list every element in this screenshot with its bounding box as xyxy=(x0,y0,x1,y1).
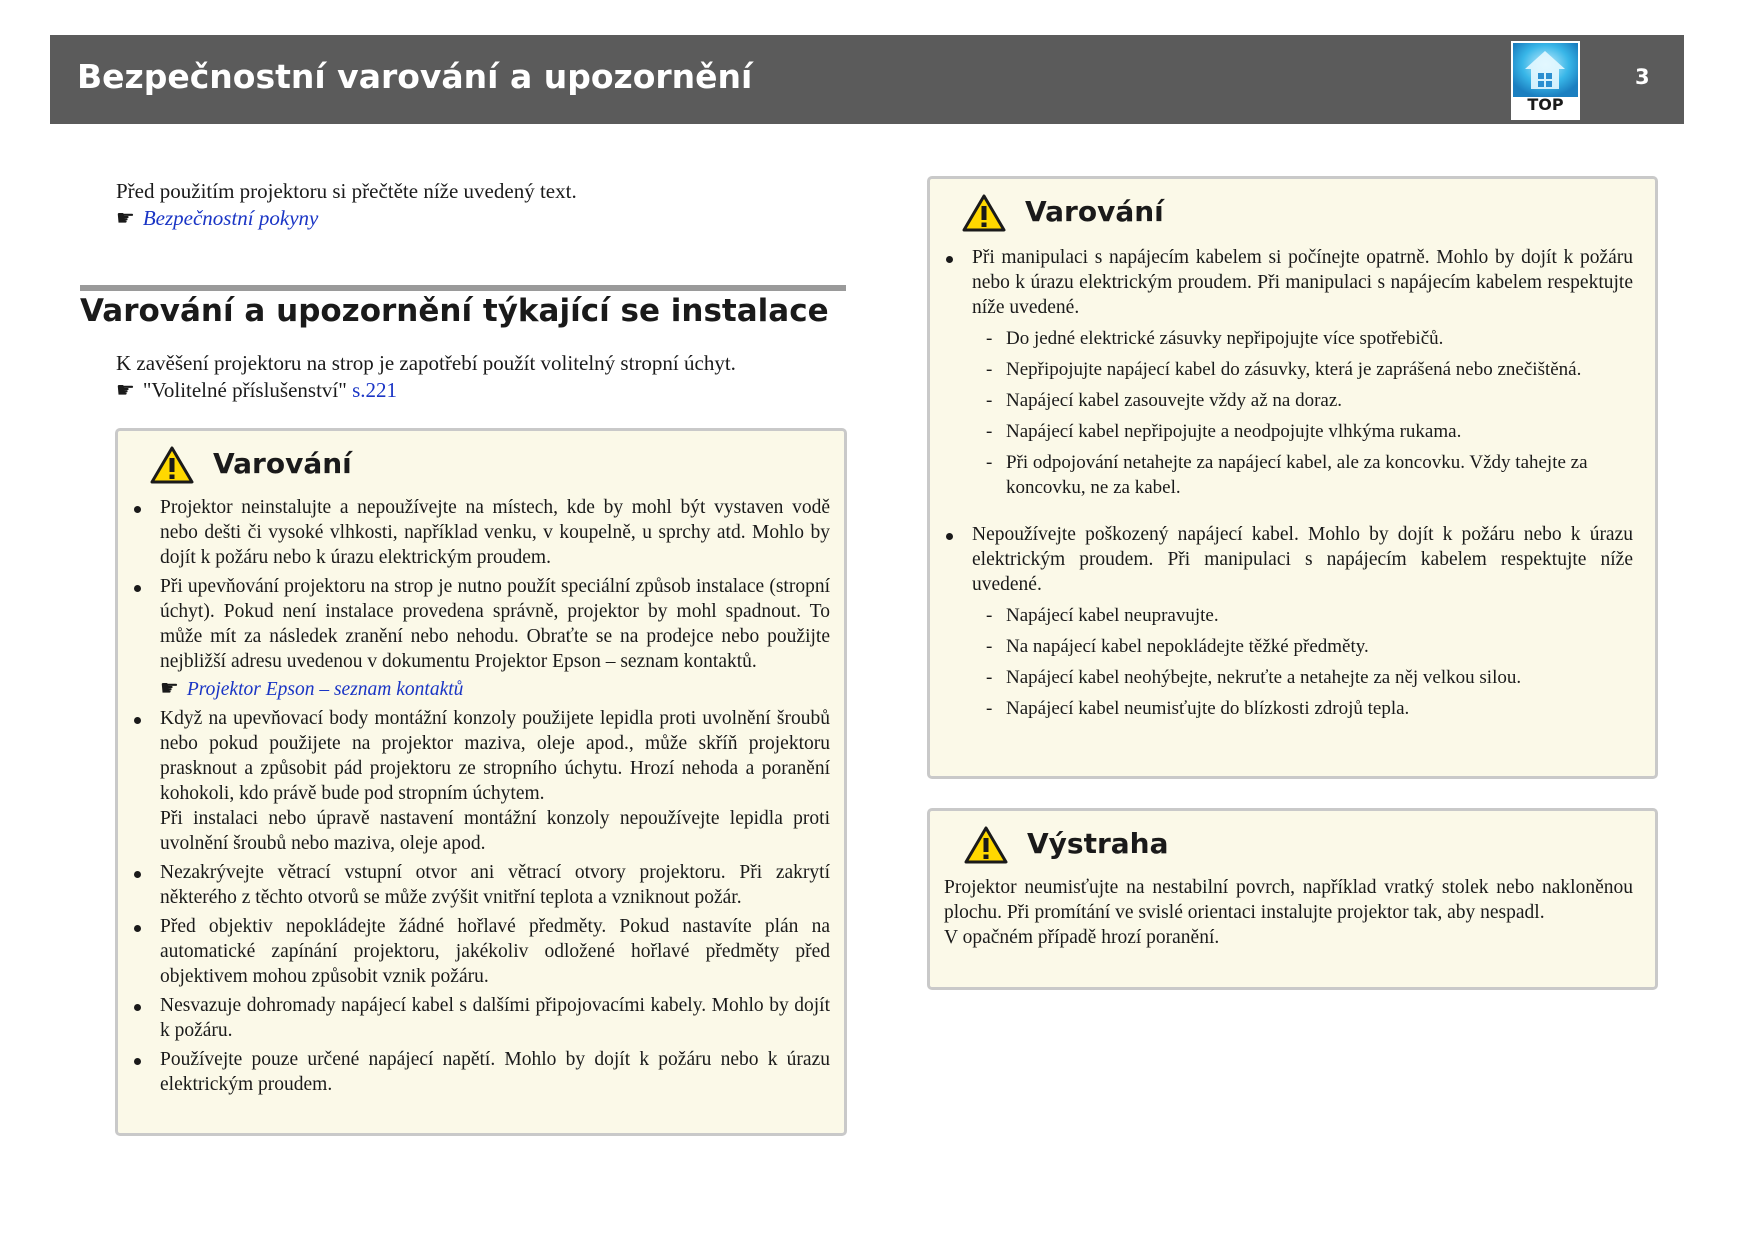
accessories-ref: "Volitelné příslušenství" xyxy=(142,378,347,402)
accessories-page-link[interactable]: s.221 xyxy=(352,378,398,402)
sub-list xyxy=(942,326,1633,500)
sub-item: - Napájecí kabel neupravujte. xyxy=(942,603,1633,628)
list-item: Nezakrývejte větrací vstupní otvor ani větrací otvory projektoru. Při zakrytí některého z těchto otvorů se může zvýšit vnitřní teplota a vzniknout požár. xyxy=(130,860,830,910)
box-title: Varování xyxy=(213,447,352,480)
list-item: Projektor neinstalujte a nepoužívejte na místech, kde by mohl být vystaven vodě nebo dešti či vysoké vlhkosti, například venku, v koupelně, u sprchy atd. Mohlo by dojít k požáru nebo k úrazu elektrickým proudem. xyxy=(130,495,830,570)
page-title: Bezpečnostní varování a upozornění xyxy=(77,57,753,96)
warning-triangle-icon xyxy=(150,445,194,485)
warning-triangle-icon xyxy=(964,825,1008,865)
top-button[interactable] xyxy=(1511,41,1580,120)
list-item: Když na upevňovací body montážní konzoly použijete lepidla proti uvolnění šroubů nebo pokud použijete na projektor maziva, oleje apod., může skříň projektoru prasknout a způsobit pád projektoru ze stropního úchytu. Hrozí nehoda a poranění kohokoli, kdo právě bude pod stropním úchytem. Při instalaci nebo úpravě nastavení montážní konzoly nepoužívejte lepidla proti uvolnění šroubů nebo maziva, oleje apod. xyxy=(130,706,830,856)
pointing-hand-icon: ☛ xyxy=(116,206,135,230)
warning-triangle-icon xyxy=(962,193,1006,233)
power-cable-warning-box xyxy=(927,176,1658,779)
box-header xyxy=(130,445,830,485)
sub-item: - Při odpojování netahejte za napájecí kabel, ale za koncovku. Vždy tahejte za koncovku, ne za kabel. xyxy=(942,450,1633,500)
safety-link[interactable]: Bezpečnostní pokyny xyxy=(142,206,319,230)
list-item: Při manipulaci s napájecím kabelem si počínejte opatrně. Mohlo by dojít k požáru nebo k úrazu elektrickým proudem. Při manipulaci s napájecím kabelem respektujte níže uvedené. - Do jedné elektrické zásuvky nepřipojujte více spotřebičů. - Nepřipojujte napájecí kabel do zásuvky, která je zaprášená nebo znečištěná. - Napájecí kabel zasouvejte vždy až na doraz. - Napájecí kabel nepřipojujte a neodpojujte vlhkýma rukama. - Při odpojování netahejte za napájecí kabel, ale za koncovku. Vždy tahejte za koncovku, ne za kabel. xyxy=(942,245,1633,500)
warning-list xyxy=(130,495,830,1097)
section-text: K zavěšení projektoru na strop je zapotřebí použít volitelný stropní úchyt. xyxy=(116,351,736,375)
section-intro xyxy=(116,350,846,404)
box-header xyxy=(942,193,1633,233)
list-item: Používejte pouze určené napájecí napětí. Mohlo by dojít k požáru nebo k úrazu elektrickým proudem. xyxy=(130,1047,830,1097)
sub-item: - Na napájecí kabel nepokládejte těžké předměty. xyxy=(942,634,1633,659)
list-item: Nesvazuje dohromady napájecí kabel s dalšími připojovacími kabely. Mohlo by dojít k požáru. xyxy=(130,993,830,1043)
list-item: Nepoužívejte poškozený napájecí kabel. Mohlo by dojít k požáru nebo k úrazu elektrickým proudem. Při manipulaci s napájecím kabelem respektujte níže uvedené. - Napájecí kabel neupravujte. - Na napájecí kabel nepokládejte těžké předměty. - Napájecí kabel neohýbejte, nekruťte a netahejte za něj velkou silou. - Napájecí kabel neumisťujte do blízkosti zdrojů tepla. xyxy=(942,522,1633,721)
box-header xyxy=(944,825,1633,865)
section-title: Varování a upozornění týkající se instalace xyxy=(80,293,829,329)
caution-text-2: V opačném případě hrozí poranění. xyxy=(944,927,1220,948)
list-item: Při upevňování projektoru na strop je nutno použít speciální způsob instalace (stropní úchyt). Pokud není instalace provedena správně, projektor by mohl spadnout. To může mít za následek zranění nebo nehodu. Obraťte se na prodejce nebo použijte nejbližší adresu uvedenou v dokumentu Projektor Epson – seznam kontaktů. ☛ Projektor Epson – seznam kontaktů xyxy=(130,574,830,702)
sub-list xyxy=(942,603,1633,721)
pointing-hand-icon: ☛ xyxy=(116,378,135,402)
contacts-link[interactable]: Projektor Epson – seznam kontaktů xyxy=(186,679,464,700)
installation-warning-box xyxy=(115,428,847,1136)
sub-item: - Napájecí kabel zasouvejte vždy až na doraz. xyxy=(942,388,1633,413)
box-title: Varování xyxy=(1025,195,1164,228)
pointing-hand-icon: ☛ xyxy=(160,676,179,700)
sub-item: - Napájecí kabel neohýbejte, nekruťte a netahejte za něj velkou silou. xyxy=(942,665,1633,690)
warning-list xyxy=(942,245,1633,721)
list-item: Před objektiv nepokládejte žádné hořlavé předměty. Pokud nastavíte plán na automatické zapínání projektoru, jakékoliv odložené hořlavé předměty před objektivem mohou způsobit vznik požáru. xyxy=(130,914,830,989)
sub-item: - Do jedné elektrické zásuvky nepřipojujte více spotřebičů. xyxy=(942,326,1633,351)
section-divider xyxy=(80,285,846,291)
caution-text: Projektor neumisťujte na nestabilní povrch, například vratký stolek nebo nakloněnou plochu. Při promítání ve svislé orientaci instalujte projektor tak, aby nespadl. xyxy=(944,877,1633,923)
sub-item: - Nepřipojujte napájecí kabel do zásuvky, která je zaprášená nebo znečištěná. xyxy=(942,357,1633,382)
sub-item: - Napájecí kabel nepřipojujte a neodpojujte vlhkýma rukama. xyxy=(942,419,1633,444)
page-header xyxy=(50,35,1684,124)
stability-caution-box xyxy=(927,808,1658,990)
page-number: 3 xyxy=(1635,65,1650,89)
top-label: TOP xyxy=(1527,95,1564,114)
sub-item: - Napájecí kabel neumisťujte do blízkosti zdrojů tepla. xyxy=(942,696,1633,721)
box-title: Výstraha xyxy=(1027,827,1169,860)
intro xyxy=(116,178,856,232)
intro-text: Před použitím projektoru si přečtěte níže uvedený text. xyxy=(116,179,577,203)
